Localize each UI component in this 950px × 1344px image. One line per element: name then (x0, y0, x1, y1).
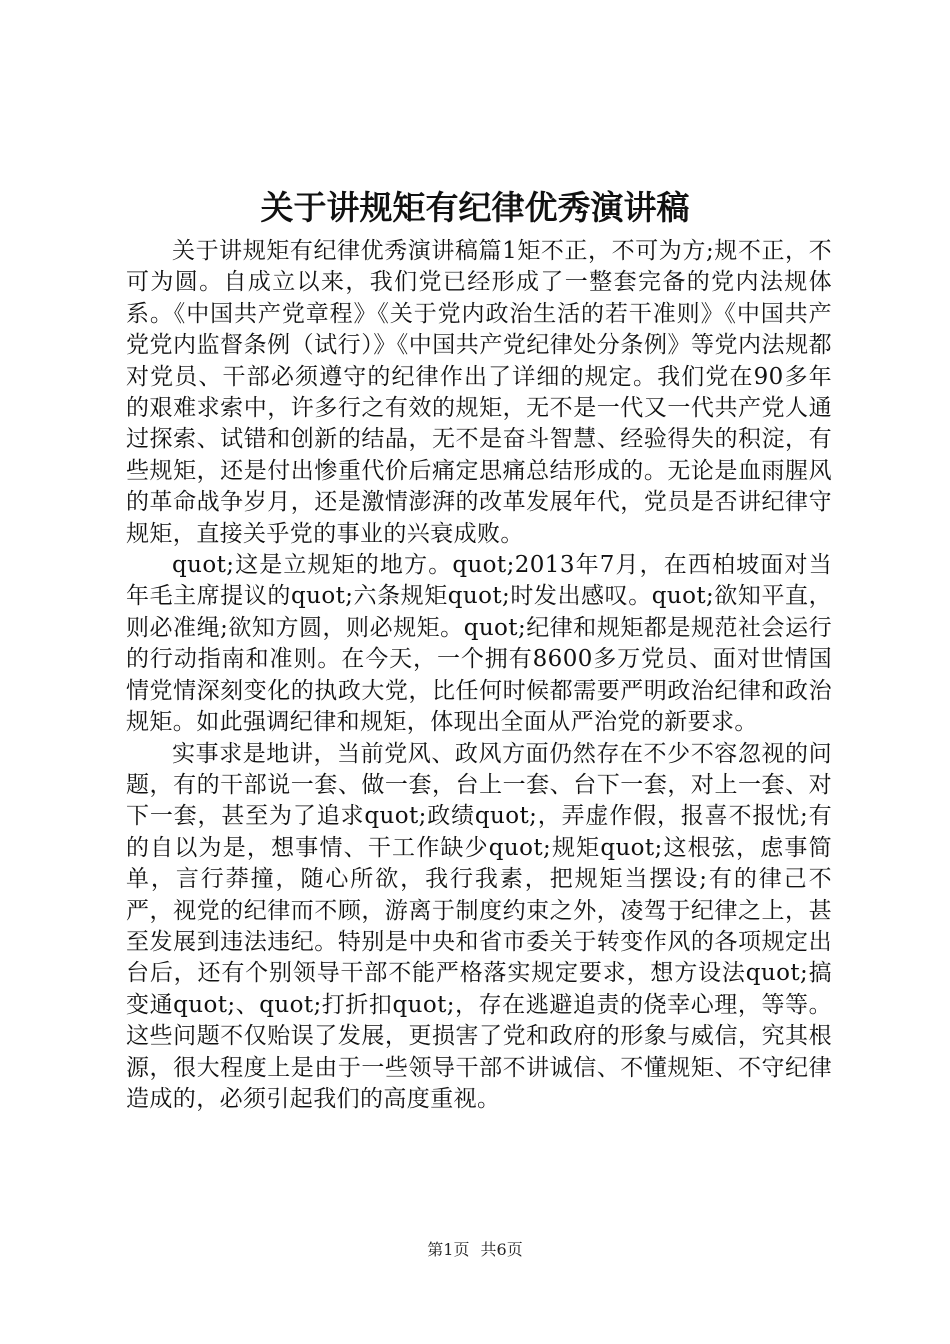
page-number-total: 共6页 (480, 1240, 523, 1259)
paragraph-3: 实事求是地讲，当前党风、政风方面仍然存在不少不容忽视的问题，有的干部说一套、做一套，台上一套、台下一套，对上一套、对下一套，甚至为了追求quot;政绩quot;，弄虚作假，报喜不报忧;有的自以为是，想事情、干工作缺少quot;规矩quot;这根弦，虑事简单，言行莽撞，随心所欲，我行我素，把规矩当摆设;有的律己不严，视党的纪律而不顾，游离于制度约束之外，凌驾于纪律之上，甚至发展到违法违纪。特别是中央和省市委关于转变作风的各项规定出台后，还有个别领导干部不能严格落实规定要求，想方设法quot;搞变通quot;、quot;打折扣quot;，存在逃避追责的侥幸心理，等等。这些问题不仅贻误了发展，更损害了党和政府的形象与威信，究其根源，很大程度上是由于一些领导干部不讲诚信、不懂规矩、不守纪律造成的，必须引起我们的高度重视。 (126, 740, 832, 1112)
document-title: 关于讲规矩有纪律优秀演讲稿 (260, 188, 690, 227)
document-body (126, 236, 832, 1115)
paragraph-1: 关于讲规矩有纪律优秀演讲稿篇1矩不正，不可为方;规不正，不可为圆。自成立以来，我们党已经形成了一整套完备的党内法规体系。《中国共产党章程》《关于党内政治生活的若干准则》《中国共产党党内监督条例（试行）》《中国共产党纪律处分条例》等党内法规都对党员、干部必须遵守的纪律作出了详细的规定。我们党在90多年的艰难求索中，许多行之有效的规矩，无不是一代又一代共产党人通过探索、试错和创新的结晶，无不是奋斗智慧、经验得失的积淀，有些规矩，还是付出惨重代价后痛定思痛总结形成的。无论是血雨腥风的革命战争岁月，还是激情澎湃的改革发展年代，党员是否讲纪律守规矩，直接关乎党的事业的兴衰成败。 (126, 238, 832, 547)
page-footer (0, 1240, 950, 1260)
page-number-current: 第1页 (427, 1240, 470, 1259)
paragraph-2: quot;这是立规矩的地方。quot;2013年7月，在西柏坡面对当年毛主席提议的quot;六条规矩quot;时发出感叹。quot;欲知平直，则必准绳;欲知方圆，则必规矩。quot;纪律和规矩都是规范社会运行的行动指南和准则。在今天，一个拥有8600多万党员、面对世情国情党情深刻变化的执政大党，比任何时候都需要严明政治纪律和政治规矩。如此强调纪律和规矩，体现出全面从严治党的新要求。 (126, 552, 832, 736)
